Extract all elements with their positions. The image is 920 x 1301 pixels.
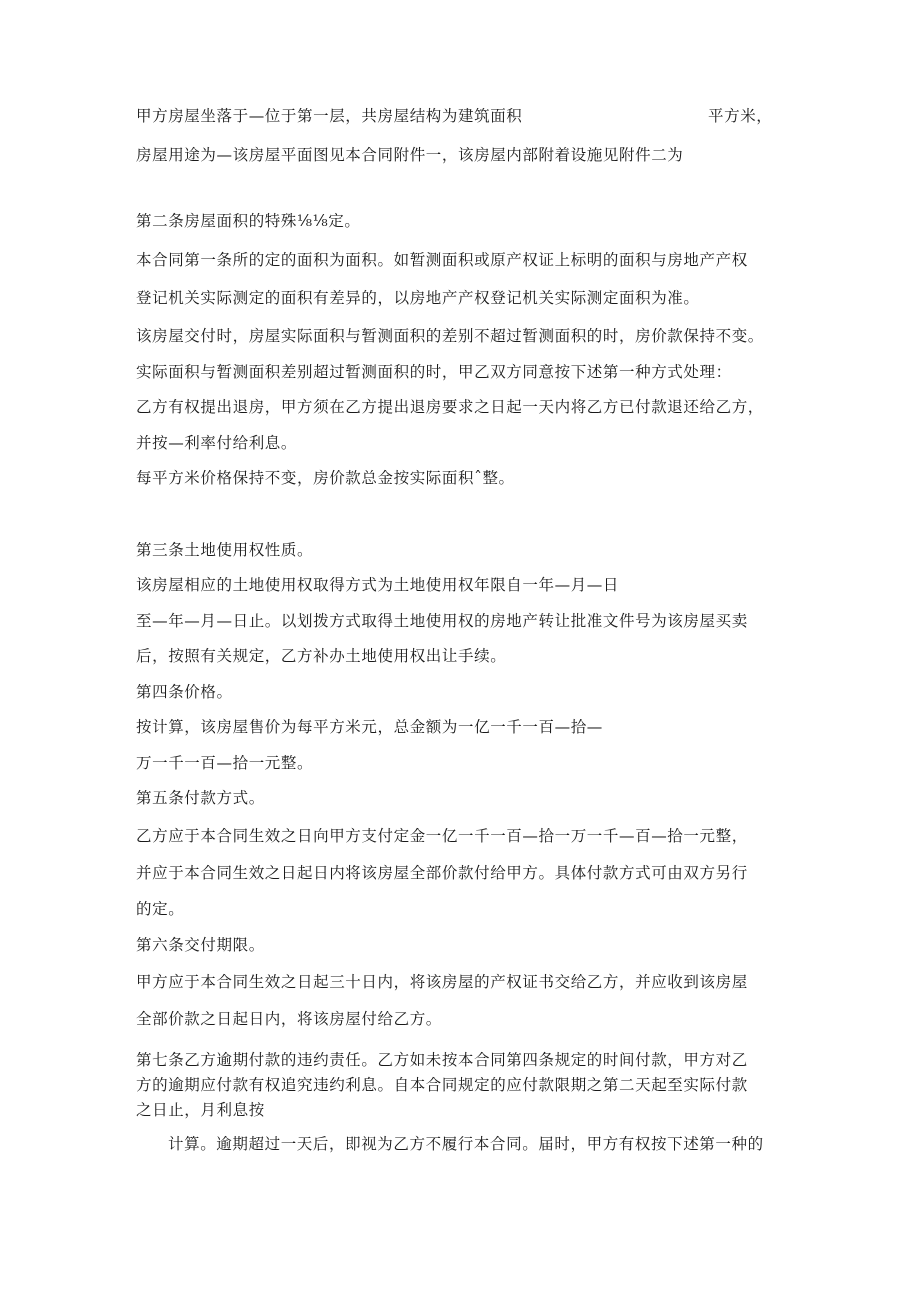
- section-heading-3: 第三条土地使用权性质。: [136, 541, 314, 559]
- text-line: 每平方米价格保持不变，房价款总金按实际面积ˆ整。: [136, 469, 515, 487]
- section-heading-6: 第六条交付期限。: [136, 936, 265, 954]
- text-line: 乙方有权提出退房，甲方须在乙方提出退房要求之日起一天内将乙方已付款退还给乙方，: [136, 398, 764, 416]
- text-line: 方的逾期应付款有权追究违约利息。自本合同规定的应付款限期之第二天起至实际付款: [136, 1076, 748, 1094]
- text-line: 该房屋交付时，房屋实际面积与暂测面积的差别不超过暂测面积的时，房价款保持不变。: [136, 327, 764, 345]
- text-line: 的定。: [136, 900, 185, 918]
- text-line: 至—年—月—日止。以划拨方式取得土地使用权的房地产转让批准文件号为该房屋买卖: [136, 612, 748, 630]
- text-line: 甲方应于本合同生效之日起三十日内，将该房屋的产权证书交给乙方，并应收到该房屋: [136, 973, 748, 991]
- text-line: 并按—利率付给利息。: [136, 434, 298, 452]
- text-line: 后，按照有关规定，乙方补办土地使用权出让手续。: [136, 647, 507, 665]
- text-line: 本合同第一条所的定的面积为面积。如暂测面积或原产权证上标明的面积与房地产产权: [136, 251, 748, 269]
- text-line: 房屋用途为—该房屋平面图见本合同附件一，该房屋内部附着设施见附件二为: [136, 146, 684, 164]
- text-line: 实际面积与暂测面积差别超过暂测面积的时，甲乙双方同意按下述第一种方式处理：: [136, 363, 732, 381]
- section-heading-5: 第五条付款方式。: [136, 789, 265, 807]
- area-unit-text: 平方米，: [708, 107, 773, 125]
- section-heading-2: 第二条房屋面积的特殊⅛⅛定。: [136, 212, 361, 230]
- text-line: 全部价款之日起日内，将该房屋付给乙方。: [136, 1010, 442, 1028]
- text-line: 之日止，月利息按: [136, 1101, 265, 1119]
- section-heading-7: 第七条乙方逾期付款的违约责任。乙方如未按本合同第四条规定的时间付款，甲方对乙: [136, 1051, 748, 1069]
- section-heading-4: 第四条价格。: [136, 683, 233, 701]
- text-line: 乙方应于本合同生效之日向甲方支付定金一亿一千一百—拾一万一千—百—拾一元整，: [136, 827, 748, 845]
- text-line: 登记机关实际测定的面积有差异的，以房地产产权登记机关实际测定面积为准。: [136, 289, 700, 307]
- text-line: 按计算，该房屋售价为每平方米元，总金额为一亿一千一百—拾—: [136, 718, 603, 736]
- text-line: 该房屋相应的土地使用权取得方式为土地使用权年限自一年—月—日: [136, 576, 620, 594]
- text-line: 并应于本合同生效之日起日内将该房屋全部价款付给甲方。具体付款方式可由双方另行: [136, 864, 748, 882]
- text-line: 万一千一百—拾一元整。: [136, 754, 314, 772]
- text-line: 甲方房屋坐落于—位于第一层，共房屋结构为建筑面积: [136, 107, 523, 125]
- text-line: 计算。逾期超过一天后，即视为乙方不履行本合同。届时，甲方有权按下述第一种的: [168, 1135, 764, 1153]
